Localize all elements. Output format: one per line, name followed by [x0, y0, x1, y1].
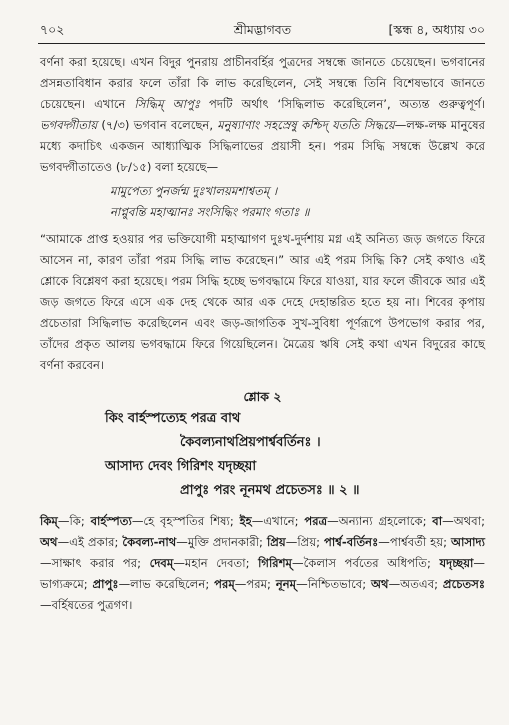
gita-verse-line-2: নাপ্নুবন্তি মহাত্মানঃ সংসিদ্ধিং পরমাং গতাঃ ॥	[110, 205, 310, 219]
synonym-word: গিরিশম্	[258, 556, 292, 570]
sloka-line-3: আসাদ্য দেবং গিরিশং যদৃচ্ছয়া	[105, 459, 257, 474]
synonym-meaning: —ভাগ্যক্রমে;	[40, 556, 485, 591]
purport-paragraph-1: বর্ণনা করা হয়েছে। এখন বিদুর পুনরায় প্রাচীনবর্হির পুত্রদের সম্বন্ধে জানতে চেয়েছেন। ভগবানের প্রসন্নতাবিধান করার ফলে তাঁরা কি লাভ করেছিলেন, সেই সম্বন্ধে তিনি বিশেষভাবে জানতে চেয়েছেন। এখানে সিদ্ধিম্ আপুঃ পদটি অর্থাৎ ‘সিদ্ধিলাভ করেছিলেন’, অত্যন্ত গুরুত্বপূর্ণ। ভগবদ্গীতায় (৭/৩) ভগবান বলেছেন, মনুষ্যাণাং সহস্রেষু কশ্চিদ্ যততি সিদ্ধয়ে—লক্ষ-লক্ষ মানুষের মধ্যে কদাচিৎ একজন আধ্যাত্মিক সিদ্ধিলাভের প্রয়াসী হন। পরম সিদ্ধি সম্বন্ধে উল্লেখ করে ভগবদ্গীতাতেও (৮/১৫) বলা হয়েছে—	[40, 55, 485, 174]
synonym-word: পরম্	[214, 577, 235, 591]
synonym-word: কিম্	[40, 514, 58, 528]
synonym-meaning: —এই প্রকার;	[57, 535, 123, 549]
chapter-reference: [স্কন্ধ ৪, অধ্যায় ৩০	[388, 22, 485, 37]
purport-paragraph-2: “আমাকে প্রাপ্ত হওয়ার পর ভক্তিযোগী মহাত্মাগণ দুঃখ-দুর্দশায় মগ্ন এই অনিত্য জড় জগতে ফিরে আসেন না, কারণ তাঁরা পরম সিদ্ধি লাভ করেছেন।” আর এই পরম সিদ্ধি কি? সেই কথাও এই শ্লোকে বিশ্লেষণ করা হয়েছে। পরম সিদ্ধি হচ্ছে ভগবদ্ধামে ফিরে যাওয়া, যার ফলে জীবকে আর এই জড় জগতে ফিরে এসে এক দেহ থেকে আর এক দেহে দেহান্তরিত হতে হয় না। শিবের কৃপায় প্রচেতারা সিদ্ধিলাভ করেছিলেন এবং জড়-জাগতিক সুখ-সুবিধা পূর্ণরূপে উপভোগ করার পর, তাঁদের প্রকৃত আলয় ভগবদ্ধামে ফিরে গিয়েছিলেন। মৈত্রেয় ঋষি সেই কথা এখন বিদুরের কাছে বর্ণনা করবেন।	[40, 232, 485, 372]
synonym-word: ইহ	[239, 514, 252, 528]
synonym-meaning: —প্রিয়;	[285, 535, 325, 549]
synonym-meaning: —হে বৃহস্পতির শিষ্য;	[131, 514, 240, 528]
synonym-meaning: —পার্শ্ববর্তী হয়;	[378, 535, 451, 549]
synonym-meaning: —লাভ করেছিলেন;	[118, 577, 215, 591]
sloka-heading: শ্লোক ২	[243, 389, 282, 404]
sloka-verse	[40, 407, 485, 503]
header-rule	[38, 43, 485, 44]
gita-quotation-inline: মনুষ্যাণাং সহস্রেষু কশ্চিদ্ যততি সিদ্ধয়ে	[217, 118, 395, 132]
synonym-word: প্রাপুঃ	[92, 577, 119, 591]
synonym-meaning: —কৈলাস পর্বতের অধিপতি;	[292, 556, 440, 570]
synonym-word: নূনম্	[275, 577, 297, 591]
synonym-word: অথ	[371, 577, 389, 591]
book-title: শ্রীমদ্ভাগবত	[233, 22, 292, 37]
synonym-word: বা	[432, 514, 443, 528]
synonyms-paragraph	[40, 511, 485, 616]
synonym-meaning: —মুক্তি প্রদানকারী;	[176, 535, 267, 549]
sloka-line-2: কৈবল্যনাথপ্রিয়পার্শ্ববর্তিনঃ ।	[180, 435, 321, 450]
synonym-meaning: —কি;	[57, 514, 91, 528]
gita-verse-quote	[110, 181, 485, 223]
synonym-word: পরত্র	[304, 514, 328, 528]
sloka-line-1: কিং বার্হস্পত্যেহ পরত্র বাথ	[105, 411, 241, 426]
page-body	[40, 52, 485, 616]
synonym-meaning: —এখানে;	[251, 514, 305, 528]
synonym-meaning: —নিশ্চিতভাবে;	[296, 577, 371, 591]
synonym-word: অথ	[40, 535, 58, 549]
gita-verse-line-1: মামুপেত্য পুনর্জন্ম দুঃখালয়মশাশ্বতম্ ।	[110, 184, 278, 198]
page-number: ৭০২	[40, 22, 65, 37]
synonym-word: প্রিয়	[266, 535, 286, 549]
term-siddhim-apuh: সিদ্ধিম্ আপুঃ	[134, 97, 201, 111]
synonym-word: দেবম্	[149, 556, 174, 570]
synonym-word: আসাদ্য	[451, 535, 485, 549]
term-bhagavad-gita: ভগবদ্গীতায়	[40, 118, 98, 132]
synonym-meaning: —মহান দেবতা;	[173, 556, 259, 570]
synonym-word: বার্হস্পত্য	[90, 514, 132, 528]
synonym-meaning: —অতএব;	[388, 577, 443, 591]
synonym-meaning: —সাক্ষাৎ করার পর;	[40, 556, 150, 570]
synonym-meaning: —অন্যান্য গ্রহলোকে;	[327, 514, 433, 528]
synonym-word: পার্শ্ব-বর্তিনঃ	[324, 535, 379, 549]
synonym-word: প্রচেতসঃ	[442, 577, 486, 591]
synonym-meaning: —অথবা;	[442, 514, 485, 528]
sloka-line-4: প্রাপুঃ পরং নূনমথ প্রচেতসঃ ॥ ২ ॥	[180, 483, 360, 498]
synonym-word: যদৃচ্ছয়া	[439, 556, 474, 570]
synonym-word: কৈবল্য-নাথ	[122, 535, 177, 549]
running-header	[40, 22, 485, 40]
synonym-meaning: —বর্হিষতের পুত্রগণ।	[40, 598, 133, 612]
synonym-meaning: —পরম;	[234, 577, 276, 591]
